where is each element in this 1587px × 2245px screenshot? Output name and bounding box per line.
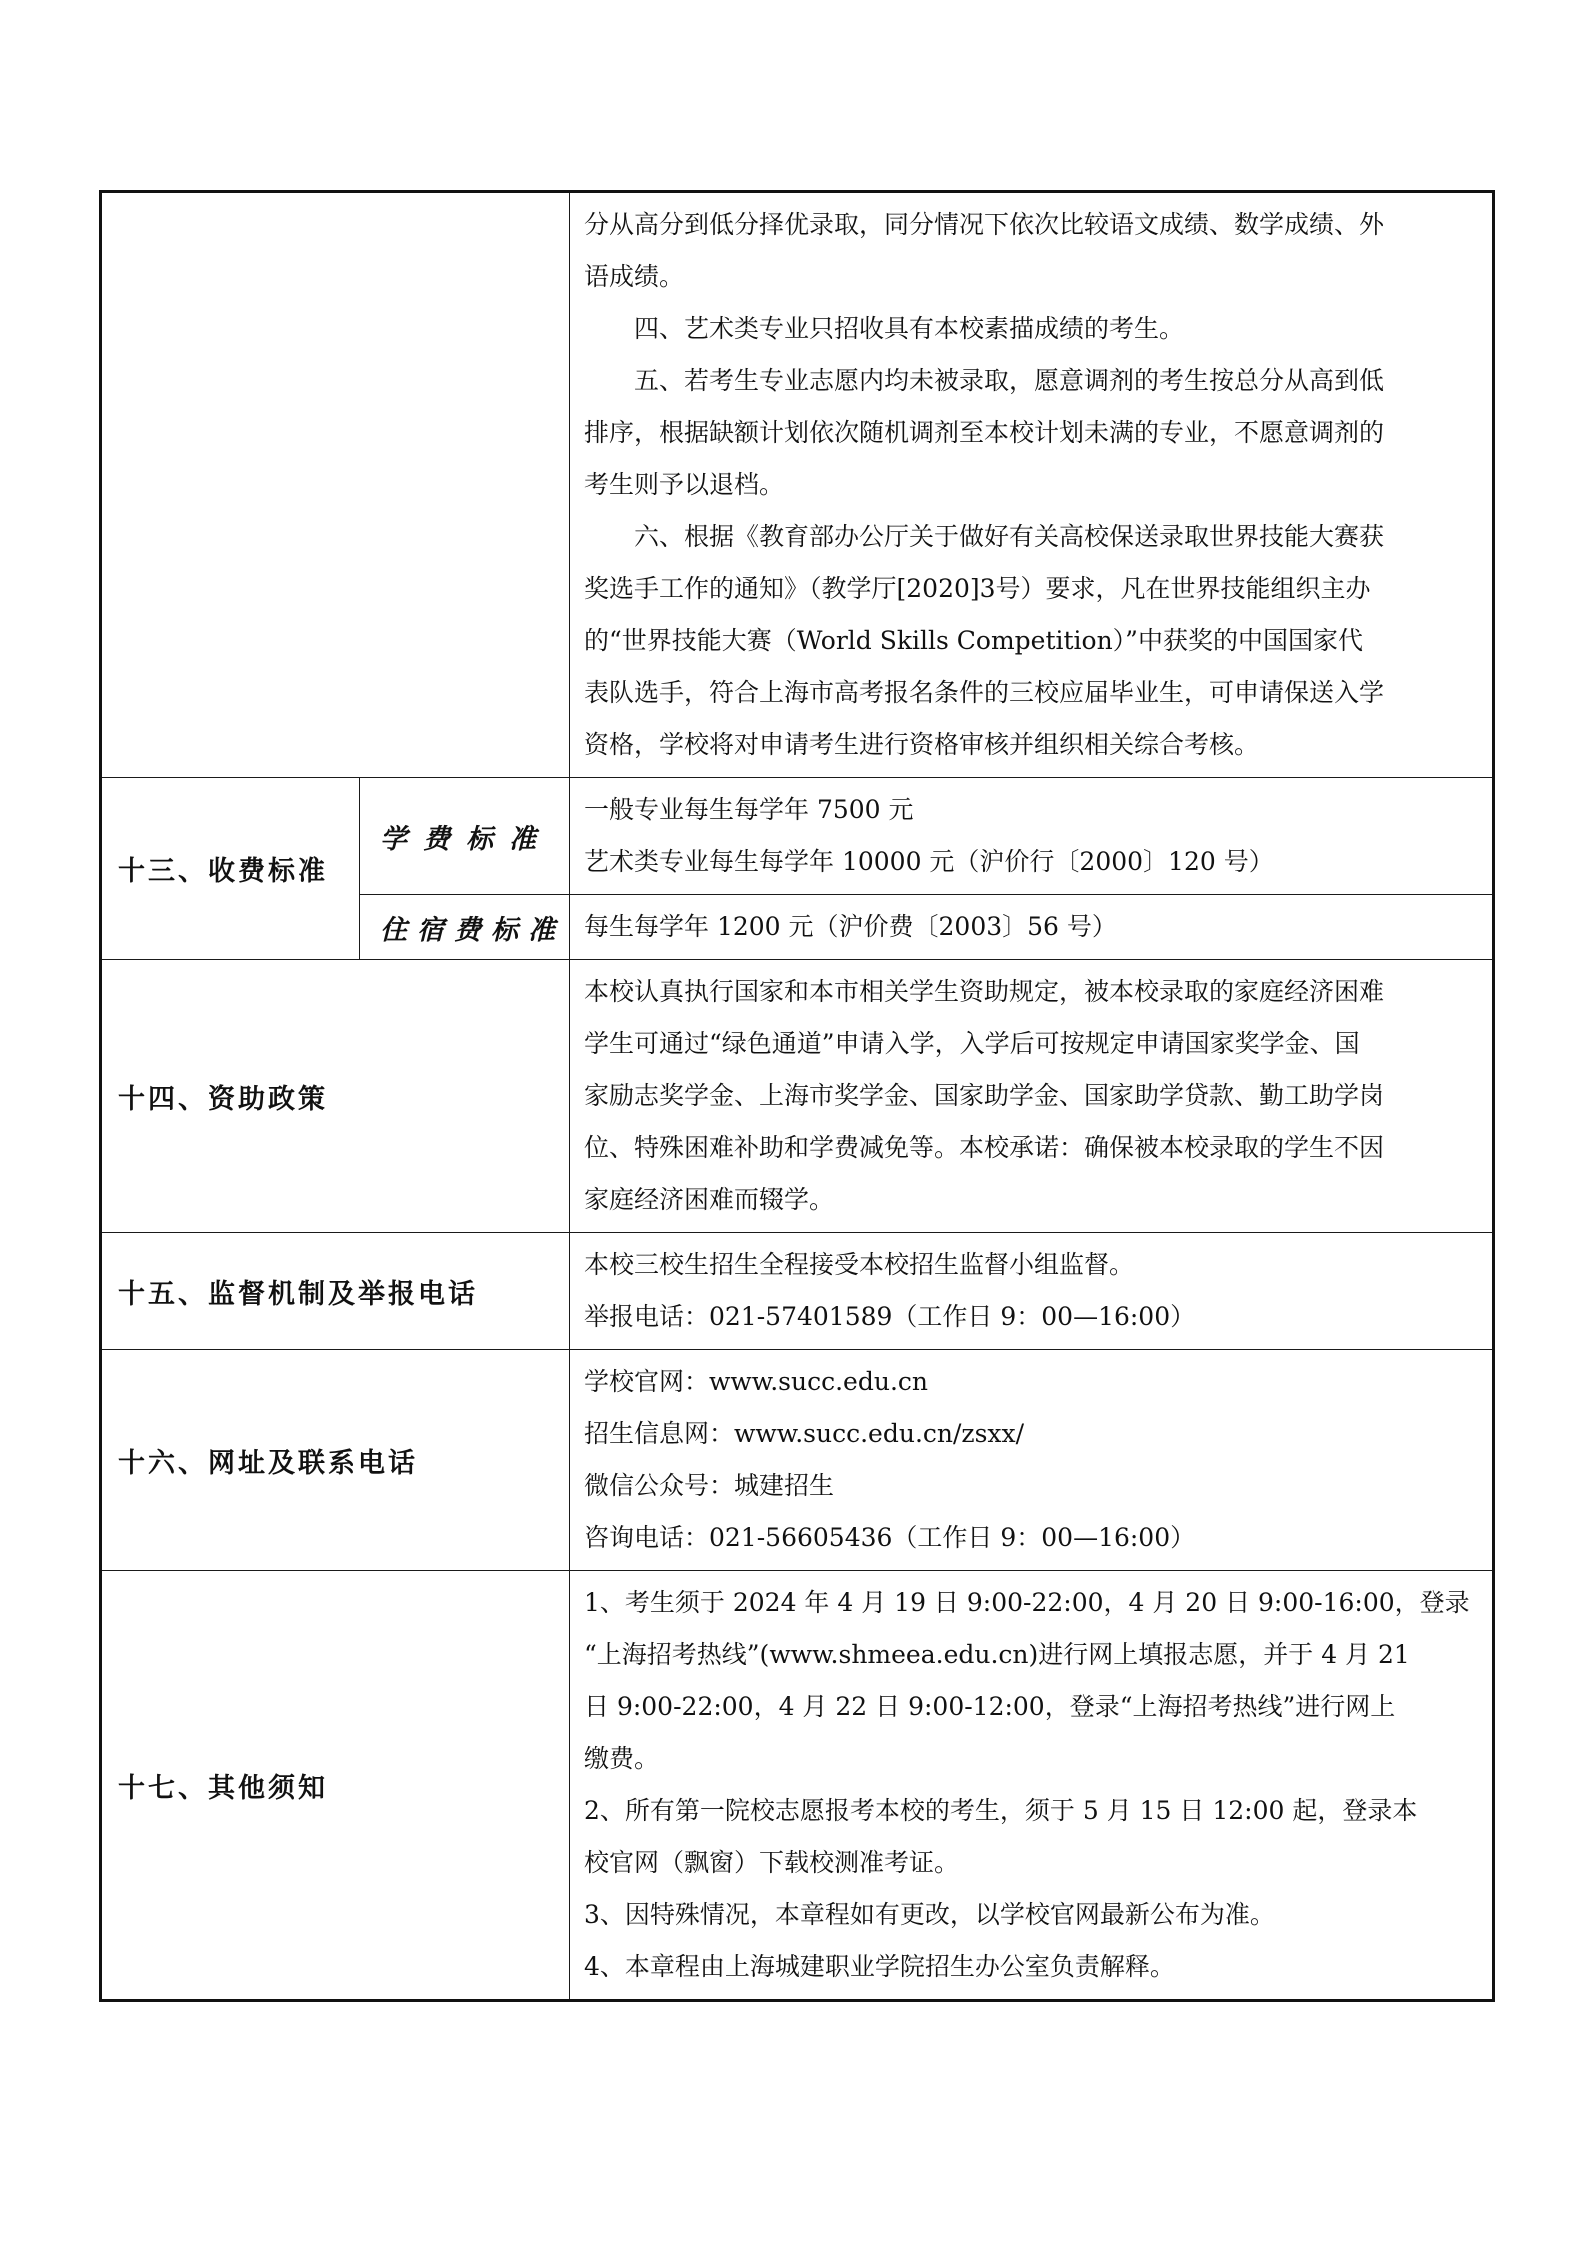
housing-label-b: 费标准	[454, 914, 565, 946]
tuition-label	[360, 778, 570, 895]
text-line: 日 9:00-22:00，4 月 22 日 9:00-12:00，登录“上海招考热线”进行网上	[584, 1692, 1396, 1721]
text-line: 考生则予以退档。	[584, 470, 785, 499]
text-line: 一般专业每生每学年 7500 元	[584, 795, 914, 824]
text-line: 缴费。	[584, 1744, 660, 1773]
admission-charter-table	[99, 190, 1495, 2002]
row-admission-rules	[101, 192, 1494, 778]
tuition-label-text: 学费标准	[380, 823, 552, 855]
admission-rules-content	[570, 192, 1494, 778]
supervision-content	[570, 1233, 1494, 1350]
text-line: 家庭经济困难而辍学。	[584, 1185, 835, 1214]
empty-label-cell	[101, 192, 570, 778]
row-fees-tuition	[101, 778, 1494, 895]
text-line: 艺术类专业每生每学年 10000 元（沪价行〔2000〕120 号）	[584, 847, 1274, 876]
text-line: 2、所有第一院校志愿报考本校的考生，须于 5 月 15 日 12:00 起，登录本	[584, 1796, 1418, 1825]
row-contact	[101, 1350, 1494, 1571]
text-line: 六、根据《教育部办公厅关于做好有关高校保送录取世界技能大赛获	[634, 522, 1385, 551]
text-line: 表队选手，符合上海市高考报名条件的三校应届毕业生，可申请保送入学	[584, 678, 1385, 707]
text-line: 微信公众号：城建招生	[584, 1471, 835, 1500]
text-line: 本校认真执行国家和本市相关学生资助规定，被本校录取的家庭经济困难	[584, 977, 1385, 1006]
text-line: 本校三校生招生全程接受本校招生监督小组监督。	[584, 1250, 1135, 1279]
text-line: 4、本章程由上海城建职业学院招生办公室负责解释。	[584, 1952, 1175, 1981]
tuition-content	[570, 778, 1494, 895]
text-line: 资格，学校将对申请考生进行资格审核并组织相关综合考核。	[584, 730, 1260, 759]
text-line: 招生信息网：www.succ.edu.cn/zsxx/	[584, 1419, 1025, 1448]
supervision-label: 十五、监督机制及举报电话	[101, 1233, 570, 1350]
text-line: 学校官网：www.succ.edu.cn	[584, 1367, 929, 1396]
contact-label: 十六、网址及联系电话	[101, 1350, 570, 1571]
text-line: 举报电话：021-57401589（工作日 9：00—16:00）	[584, 1302, 1196, 1331]
housing-content	[570, 895, 1494, 960]
text-line: 四、艺术类专业只招收具有本校素描成绩的考生。	[634, 314, 1185, 343]
text-line: 五、若考生专业志愿内均未被录取，愿意调剂的考生按总分从高到低	[634, 366, 1385, 395]
notes-content	[570, 1571, 1494, 2001]
text-line: 的“世界技能大赛（World Skills Competition）”中获奖的中国国家代	[584, 626, 1363, 655]
housing-label-a: 住宿	[380, 914, 454, 946]
text-line: 家励志奖学金、上海市奖学金、国家助学金、国家助学贷款、勤工助学岗	[584, 1081, 1385, 1110]
row-aid	[101, 960, 1494, 1233]
row-supervision	[101, 1233, 1494, 1350]
text-line: “上海招考热线”(www.shmeea.edu.cn)进行网上填报志愿，并于 4 月 21	[584, 1640, 1410, 1669]
housing-label	[360, 895, 570, 960]
fees-label: 十三、收费标准	[101, 778, 360, 960]
text-line: 3、因特殊情况，本章程如有更改，以学校官网最新公布为准。	[584, 1900, 1275, 1929]
text-line: 分从高分到低分择优录取，同分情况下依次比较语文成绩、数学成绩、外	[584, 210, 1385, 239]
text-line: 每生每学年 1200 元（沪价费〔2003〕56 号）	[584, 912, 1117, 941]
row-notes	[101, 1571, 1494, 2001]
text-line: 语成绩。	[584, 262, 685, 291]
text-line: 咨询电话：021-56605436（工作日 9：00—16:00）	[584, 1523, 1196, 1552]
aid-label: 十四、资助政策	[101, 960, 570, 1233]
text-line: 排序，根据缺额计划依次随机调剂至本校计划未满的专业，不愿意调剂的	[584, 418, 1385, 447]
text-line: 校官网（飘窗）下载校测准考证。	[584, 1848, 960, 1877]
text-line: 位、特殊困难补助和学费减免等。本校承诺：确保被本校录取的学生不因	[584, 1133, 1385, 1162]
contact-content	[570, 1350, 1494, 1571]
text-line: 学生可通过“绿色通道”申请入学，入学后可按规定申请国家奖学金、国	[584, 1029, 1360, 1058]
notes-label: 十七、其他须知	[101, 1571, 570, 2001]
text-line: 1、考生须于 2024 年 4 月 19 日 9:00-22:00，4 月 20 日 9:00-16:00，登录	[584, 1588, 1470, 1617]
aid-content	[570, 960, 1494, 1233]
text-line: 奖选手工作的通知》（教学厅[2020]3号）要求，凡在世界技能组织主办	[584, 574, 1371, 603]
